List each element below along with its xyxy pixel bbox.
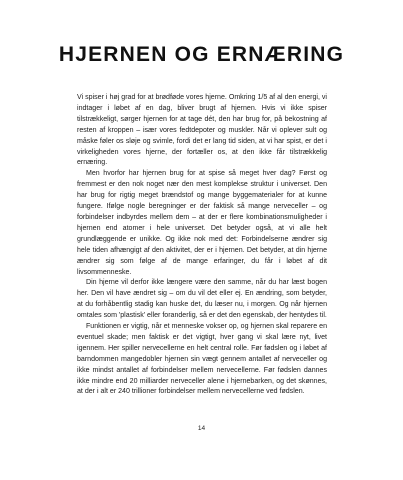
paragraph: Funktionen er vigtig, når et menneske vokser op, og hjernen skal reparere en eventuel skade; men faktisk er det vigtigt, hver gang vi skal lære nyt, livet igennem. Her spiller nervecellerne en helt central rolle. Før fødslen og i løbet af barndommen mangedobler hjernen sin vægt gennem antallet af nerveceller og ikke mindst antallet af forbindelser mellem nervecellerne. Før fødslen dannes ikke mindre end 20 milliarder nerveceller alene i hjernebarken, og det skønnes, at der i alt er 240 trillioner forbindelser mellem nervecellerne ved fødslen. <box>77 323 327 396</box>
paragraph: Din hjerne vil derfor ikke længere være den samme, når du har læst bogen her. Den vil have ændret sig – om du vil det eller ej. En ændring, som betyder, at du forhåbentlig stadig kan huske det, du læser nu, i morgen. Og når hjernen omtales som 'plastisk' eller foranderlig, så er det den egenskab, der hentydes til. <box>77 279 327 320</box>
page-number: 14 <box>197 425 206 432</box>
body-text <box>77 93 327 398</box>
paragraph: Men hvorfor har hjernen brug for at spise så meget hver dag? Først og fremmest er den nok noget nær den mest komplekse struktur i universet. Den har brug for rigtig meget brændstof og mange byggematerialer for at kunne fungere. Ifølge nogle beregninger er der faktisk så mange nerveceller – og forbindelser indbyrdes mellem dem – at der er flere kombinationsmuligheder i hjernen end atomer i hele universet. Det betyder også, at vi alle helt grundlæggende er unikke. Og ikke nok med det: Forbindelserne ændrer sig hele tiden afhængigt af den aktivitet, der er i hjernen. Det betyder, at din hjerne ændrer sig som følge af de mange erfaringer, du får i løbet af dit livsommenneske. <box>77 170 327 276</box>
paragraph: Vi spiser i høj grad for at brødføde vores hjerne. Omkring 1/5 af al den energi, vi indtager i løbet af en dag, bliver brugt af hjernen. Hvis vi ikke spiser tilstrækkeligt, sørger hjernen for at tage dét, den har brug for, på bekostning af resten af kroppen – især vores fedtdepoter og muskler. Når vi oplever sult og måske føler os sløje og svimle, fordi det er lang tid siden, at vi har spist, er det i virkeligheden vores hjerne, der fortæller os, at den ikke får tilstrækkelig ernæring. <box>77 94 327 167</box>
chapter-title: HJERNEN OG ERNÆRING <box>58 43 345 66</box>
